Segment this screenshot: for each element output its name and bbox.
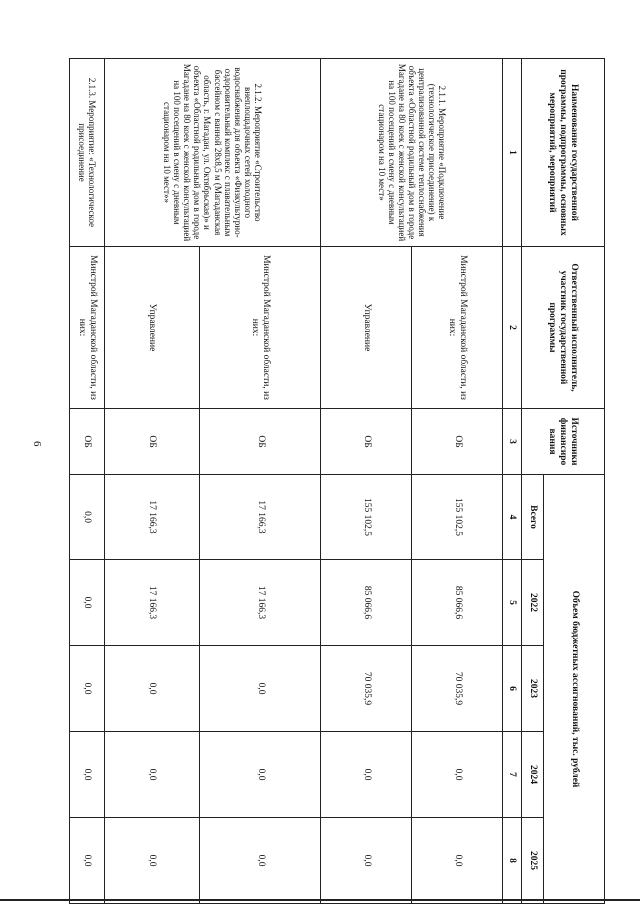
total-cell: 155 102,5 bbox=[321, 475, 412, 560]
header-year: 2024 bbox=[521, 732, 544, 818]
column-number: 3 bbox=[503, 409, 521, 475]
year-cell: 0,0 bbox=[412, 818, 503, 904]
rotated-table-container bbox=[69, 58, 605, 903]
source-cell: ОБ bbox=[321, 409, 412, 475]
column-number: 1 bbox=[503, 59, 521, 247]
year-cell: 0,0 bbox=[70, 646, 105, 732]
column-number: 4 bbox=[503, 475, 521, 560]
item-description: 2.1.3. Мероприятие: «Технологическое присоединение bbox=[70, 59, 105, 247]
year-cell: 0,0 bbox=[70, 818, 105, 904]
executor-cell: Минстрой Магаданской области, из них: bbox=[200, 247, 321, 409]
header-year: 2025 bbox=[521, 818, 544, 904]
year-cell: 17 166,3 bbox=[104, 560, 199, 646]
table-row bbox=[200, 59, 321, 904]
total-cell: 17 166,3 bbox=[104, 475, 199, 560]
source-cell: ОБ bbox=[70, 409, 105, 475]
executor-cell: Минстрой Магаданской области, из них: bbox=[412, 247, 503, 409]
column-number: 2 bbox=[503, 247, 521, 409]
year-cell: 0,0 bbox=[70, 560, 105, 646]
executor-cell: Минстрой Магаданской области, из них: bbox=[70, 247, 105, 409]
year-cell: 0,0 bbox=[104, 646, 199, 732]
year-cell: 0,0 bbox=[200, 732, 321, 818]
total-cell: 155 102,5 bbox=[412, 475, 503, 560]
page-bottom-rule bbox=[0, 899, 640, 901]
year-cell: 85 066,6 bbox=[321, 560, 412, 646]
header-budget-group: Объем бюджетных ассигнований, тыс. рублей bbox=[544, 475, 605, 904]
year-cell: 0,0 bbox=[200, 818, 321, 904]
year-cell: 0,0 bbox=[104, 818, 199, 904]
executor-cell: Управление bbox=[104, 247, 199, 409]
executor-cell: Управление bbox=[321, 247, 412, 409]
year-cell: 0,0 bbox=[412, 732, 503, 818]
year-cell: 70 035,9 bbox=[412, 646, 503, 732]
table-row bbox=[70, 59, 105, 904]
year-cell: 0,0 bbox=[104, 732, 199, 818]
page-number: 6 bbox=[31, 441, 43, 447]
year-cell: 0,0 bbox=[200, 646, 321, 732]
header-col2: Ответственный исполнитель, участник государственной программы bbox=[521, 247, 604, 409]
item-description: 2.1.1. Мероприятие «Подключение (технологическое присоединение) к централизованной системе теплоснабжения объекта «Областной родильный дом в городе Магадане на 80 коек с женской консультацией на 100 посещений в смену с дневным стационаром на 10 мест» bbox=[321, 59, 503, 247]
source-cell: ОБ bbox=[200, 409, 321, 475]
column-number: 6 bbox=[503, 646, 521, 732]
column-number-row bbox=[503, 59, 521, 904]
total-cell: 17 166,3 bbox=[200, 475, 321, 560]
header-year: 2022 bbox=[521, 560, 544, 646]
budget-table bbox=[69, 58, 605, 904]
total-cell: 0,0 bbox=[70, 475, 105, 560]
table-row bbox=[412, 59, 503, 904]
header-row-1 bbox=[544, 59, 605, 904]
header-col1: Наименование государственной программы, подпрограммы, основных мероприятий, мероприятий bbox=[521, 59, 604, 247]
item-description: 2.1.2. Мероприятие «Строительство внеплощадочных сетей холодного водоснабжения для объекта «Физкультурно-оздоровительный комплекс с плавательным бассейном с ванной 28х8,5 м (Магаданская область, г. Магадан, ул. Октябрьская)» и объекта «Областной родильный дом в городе Магадане на 80 коек с женской консультацией на 100 посещений в смену с дневным стационаром на 10 мест»» bbox=[104, 59, 321, 247]
source-cell: ОБ bbox=[104, 409, 199, 475]
year-cell: 0,0 bbox=[70, 732, 105, 818]
year-cell: 85 066,6 bbox=[412, 560, 503, 646]
year-cell: 70 035,9 bbox=[321, 646, 412, 732]
column-number: 5 bbox=[503, 560, 521, 646]
year-cell: 0,0 bbox=[321, 818, 412, 904]
header-total: Всего bbox=[521, 475, 544, 560]
header-col3: Источники финансиро вания bbox=[521, 409, 604, 475]
header-year: 2023 bbox=[521, 646, 544, 732]
column-number: 8 bbox=[503, 818, 521, 904]
year-cell: 17 166,3 bbox=[200, 560, 321, 646]
column-number: 7 bbox=[503, 732, 521, 818]
year-cell: 0,0 bbox=[321, 732, 412, 818]
source-cell: ОБ bbox=[412, 409, 503, 475]
